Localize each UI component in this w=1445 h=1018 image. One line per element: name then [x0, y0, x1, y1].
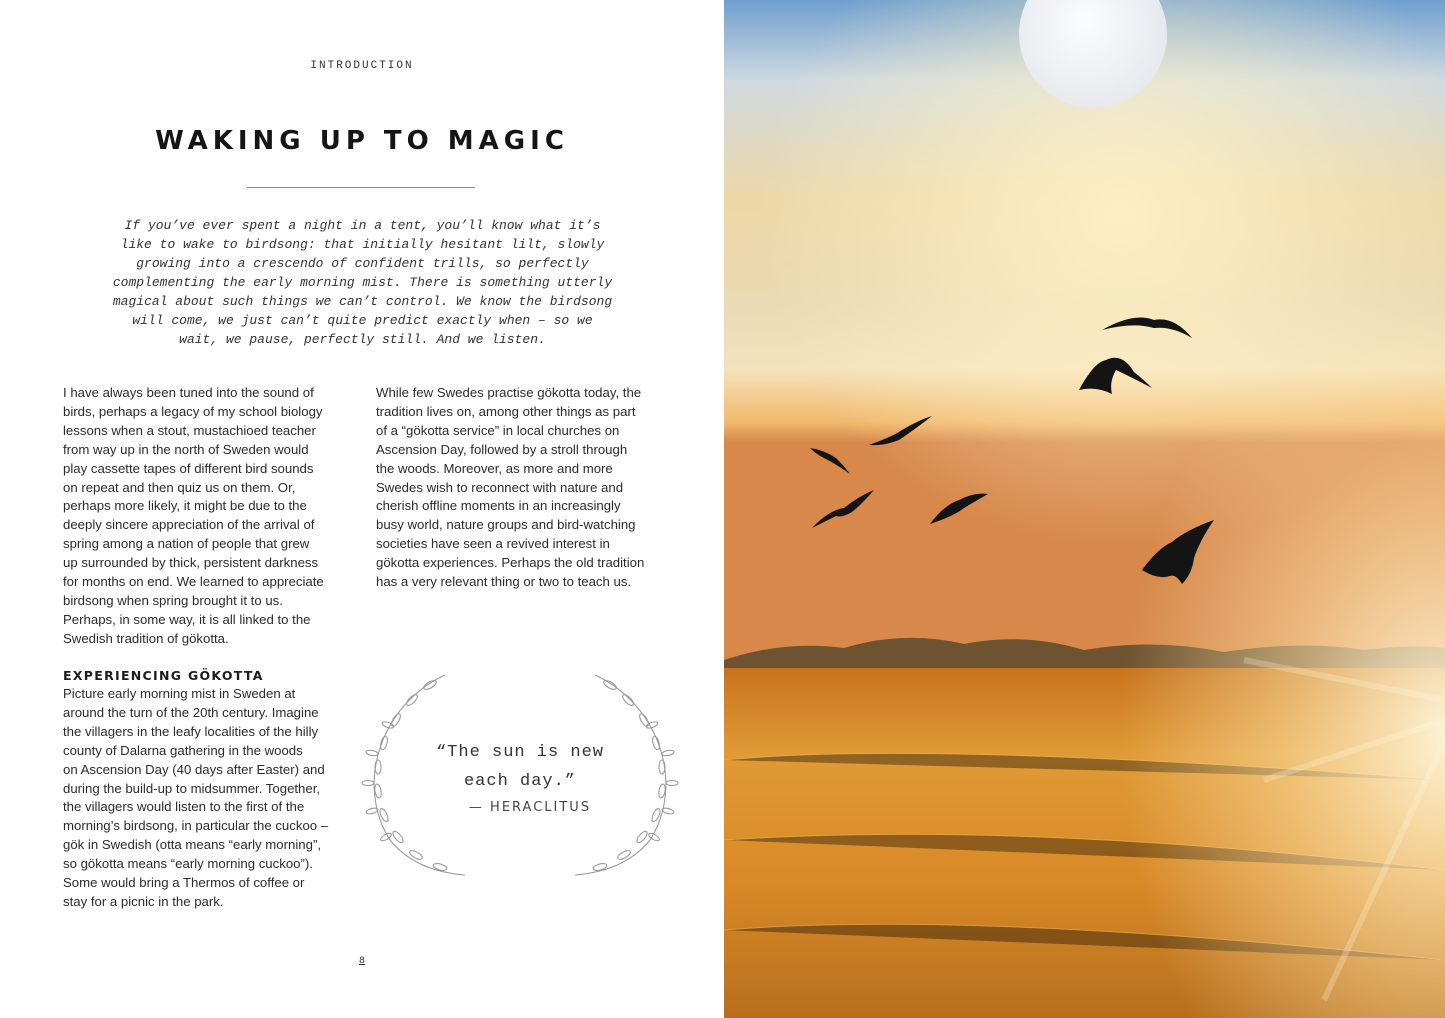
page-title: WAKING UP TO MAGIC — [155, 126, 569, 156]
quote-author: — HERACLITUS — [468, 800, 592, 815]
body-paragraph-3: Picture early morning mist in Sweden at around the turn of the 20th century. Imagine the villagers in the leafy localities of the hilly county of Dalarna gathering in the woods on Ascension Day (40 days after Easter) and during the build-up to midsummer. Together, the villagers would listen to the first of the morning’s birdsong, in particular the cuckoo – gök in Swedish (otta means “early morning”, so gökotta means “early morning cuckoo”). Some would bring a Thermos of coffee or stay for a picnic in the park. — [63, 686, 329, 909]
section-label: INTRODUCTION — [310, 60, 414, 72]
page-number: 8 — [358, 956, 365, 967]
quote-text: “The sun is new each day.” — [435, 743, 605, 791]
section-subheading: EXPERIENCING GÖKOTTA — [63, 668, 264, 683]
intro-paragraph: If you’ve ever spent a night in a tent, you’ll know what it’s like to wake to birdsong: that initially hesitant lilt, slowly growing into a crescendo of confident trills, so perfectly complementing the early morning mist. There is something utterly magical about such things we can’t control. We know the birdsong will come, we just can’t quite predict exactly when – so we wait, we pause, perfectly still. And we listen. — [112, 218, 613, 347]
body-paragraph-2: While few Swedes practise gökotta today, the tradition lives on, among other things as part of a “gökotta service” in local churches on Ascension Day, followed by a stroll through the woods. Moreover, as more and more Swedes wish to reconnect with nature and cherish offline moments in an increasingly busy world, nature groups and bird-watching societies have seen a revived interest in gökotta experiences. Perhaps the old tradition has a very relevant thing or two to teach us. — [376, 385, 645, 590]
body-paragraph-1: I have always been tuned into the sound of birds, perhaps a legacy of my school biology lessons when a stout, mustachioed teacher from way up in the north of Sweden would play cassette tapes of different bird sounds on repeat and then quiz us on them. Or, perhaps more likely, it might be due to the deeply sincere appreciation of the arrival of spring among a nation of people that grew up surrounded by thick, persistent darkness for months on end. We learned to appreciate birdsong when spring brought it to us. Perhaps, in some way, it is all linked to the Swedish tradition of gökotta. — [63, 385, 324, 646]
wheat-field-photo — [724, 0, 1445, 1018]
title-divider — [247, 187, 475, 188]
